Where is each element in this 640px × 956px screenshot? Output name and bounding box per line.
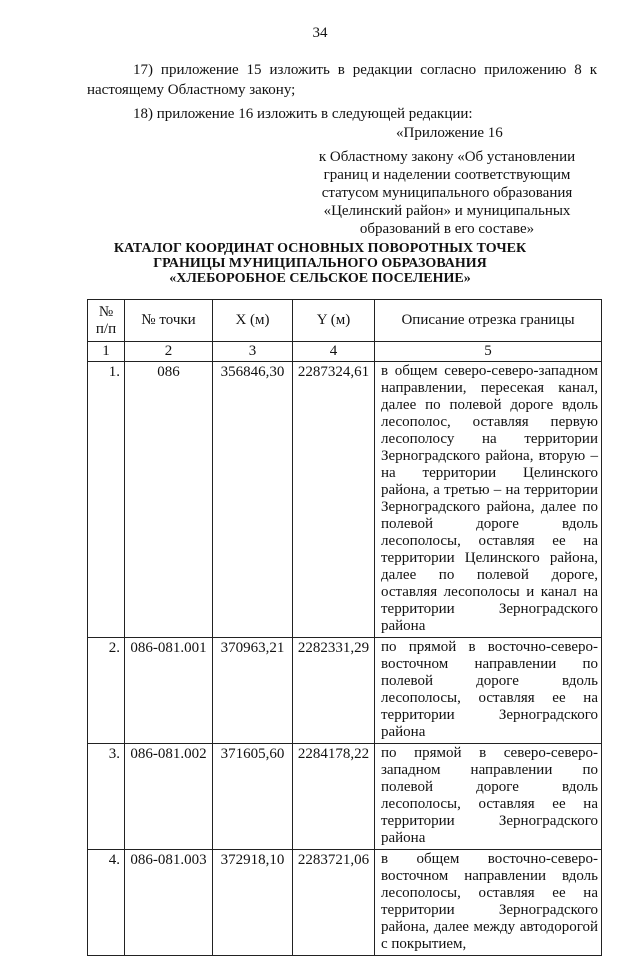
appendix-subtitle-line: образований в его составе» — [359, 221, 535, 237]
coordinates-table — [87, 299, 602, 956]
row-number: 1. — [88, 362, 125, 638]
catalog-title-line: ГРАНИЦЫ МУНИЦИПАЛЬНОГО ОБРАЗОВАНИЯ — [153, 256, 487, 271]
appendix-subtitle-line: к Областному закону «Об установлении — [318, 149, 576, 165]
column-number: 1 — [88, 342, 125, 362]
catalog-title — [0, 241, 640, 286]
table-row — [88, 744, 602, 850]
appendix-subtitle-line: границ и наделении соответствующим — [323, 167, 571, 183]
appendix-subtitle-line: статусом муниципального образования — [321, 185, 573, 201]
page-number: 34 — [312, 25, 328, 41]
point-id: 086-081.003 — [125, 850, 213, 956]
table-row — [88, 362, 602, 638]
row-number: 2. — [88, 638, 125, 744]
column-number: 2 — [125, 342, 213, 362]
column-number: 4 — [293, 342, 375, 362]
x-coordinate: 370963,21 — [213, 638, 293, 744]
header-desc: Описание отрезка границы — [375, 300, 602, 342]
y-coordinate: 2287324,61 — [293, 362, 375, 638]
y-coordinate: 2283721,06 — [293, 850, 375, 956]
segment-description: по прямой в северо-северо-западном направлении по полевой дороге вдоль лесополосы, оставляя ее на территории Зерноградского района — [375, 744, 602, 850]
appendix-subtitle — [313, 148, 581, 238]
appendix-subtitle-line: «Целинский район» и муниципальных — [323, 203, 571, 219]
column-numbers-row — [88, 342, 602, 362]
row-number: 4. — [88, 850, 125, 956]
paragraph-17: 17) приложение 15 изложить в редакции согласно приложению 8 к настоящему Областному закону; — [87, 62, 597, 98]
header-num — [88, 300, 125, 342]
header-y: Y (м) — [293, 300, 375, 342]
point-id: 086-081.001 — [125, 638, 213, 744]
paragraph-18: 18) приложение 16 изложить в следующей редакции: — [133, 106, 473, 122]
segment-description: в общем восточно-северо-восточном направлении вдоль лесополосы, оставляя ее на территории Зерноградского района, далее между автодорогой с покрытием, — [375, 850, 602, 956]
header-point: № точки — [125, 300, 213, 342]
segment-description: по прямой в восточно-северо-восточном направлении по полевой дороге вдоль лесополосы, оставляя ее на территории Зерноградского района — [375, 638, 602, 744]
y-coordinate: 2282331,29 — [293, 638, 375, 744]
appendix-title: «Приложение 16 — [396, 125, 503, 141]
x-coordinate: 372918,10 — [213, 850, 293, 956]
table-row — [88, 850, 602, 956]
table-row — [88, 638, 602, 744]
catalog-title-line: «ХЛЕБОРОБНОЕ СЕЛЬСКОЕ ПОСЕЛЕНИЕ» — [169, 271, 471, 286]
point-id: 086-081.002 — [125, 744, 213, 850]
point-id: 086 — [125, 362, 213, 638]
row-number: 3. — [88, 744, 125, 850]
column-number: 3 — [213, 342, 293, 362]
column-number: 5 — [375, 342, 602, 362]
table-header-row — [88, 300, 602, 342]
x-coordinate: 371605,60 — [213, 744, 293, 850]
header-x: X (м) — [213, 300, 293, 342]
y-coordinate: 2284178,22 — [293, 744, 375, 850]
segment-description: в общем северо-северо-западном направлении, пересекая канал, далее по полевой дороге вдоль лесополос, оставляя первую лесополосу на территории Зерноградского района, вторую – на территории Целинского района, а третью – на территории Зерноградского района, далее по полевой дороге вдоль лесополосы, оставляя ее на территории Целинского района, далее по полевой дороге, оставляя лесополосы и канал на территории Зерноградского района — [375, 362, 602, 638]
x-coordinate: 356846,30 — [213, 362, 293, 638]
header-num-line1: № — [98, 303, 114, 320]
catalog-title-line: КАТАЛОГ КООРДИНАТ ОСНОВНЫХ ПОВОРОТНЫХ ТОЧЕК — [113, 241, 527, 256]
header-num-line2: п/п — [95, 320, 117, 337]
